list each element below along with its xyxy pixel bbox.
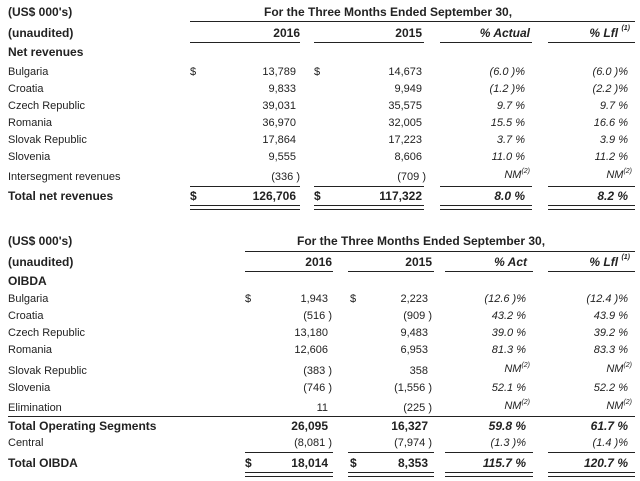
row-label: Slovak Republic xyxy=(8,134,87,146)
row-label: Central xyxy=(8,437,44,449)
currency-label: (US$ 000's) xyxy=(8,5,73,19)
col-header-lfl: % Lfl $^{(1)}$ xyxy=(589,254,630,269)
row-label: Romania xyxy=(8,117,53,129)
col-header-actual: % Actual xyxy=(479,26,530,40)
dollar-sign: $ xyxy=(350,293,357,305)
row-label: Bulgaria xyxy=(8,66,49,78)
row-label: Slovak Republic xyxy=(8,365,87,377)
currency-label: (US$ 000's) xyxy=(8,234,73,248)
row-label: Czech Republic xyxy=(8,100,86,112)
dollar-sign: $ xyxy=(245,456,252,470)
row-label: Slovenia xyxy=(8,151,51,163)
subtotal-label: Total Operating Segments xyxy=(8,419,157,433)
row-label: Czech Republic xyxy=(8,327,86,339)
total-label: Total OIBDA xyxy=(8,456,78,470)
period-header: For the Three Months Ended September 30, xyxy=(264,5,513,19)
dollar-sign: $ xyxy=(314,189,321,203)
unaudited-label: (unaudited) xyxy=(8,255,74,269)
col-header-2016: 2016 xyxy=(305,255,332,269)
dollar-sign: $ xyxy=(314,66,321,78)
row-label: Intersegment revenues xyxy=(8,171,121,183)
dollar-sign: $ xyxy=(190,189,197,203)
row-label: Slovenia xyxy=(8,382,51,394)
dollar-sign: $ xyxy=(190,66,197,78)
section-title: OIBDA xyxy=(8,274,47,288)
col-header-2015: 2015 xyxy=(395,26,422,40)
col-header-2015: 2015 xyxy=(405,255,432,269)
row-label: Elimination xyxy=(8,402,62,414)
total-label: Total net revenues xyxy=(8,189,114,203)
dollar-sign: $ xyxy=(350,456,357,470)
divider xyxy=(190,21,635,22)
period-header: For the Three Months Ended September 30, xyxy=(297,234,546,248)
col-header-lfl: % Lfl $^{(1)}$ xyxy=(589,25,630,40)
col-header-2016: 2016 xyxy=(273,26,300,40)
row-label: Bulgaria xyxy=(8,293,49,305)
section-title: Net revenues xyxy=(8,45,84,59)
dollar-sign: $ xyxy=(245,293,252,305)
col-header-act: % Act xyxy=(494,255,527,269)
row-label: Croatia xyxy=(8,83,44,95)
row-label: Romania xyxy=(8,344,53,356)
row-label: Croatia xyxy=(8,310,44,322)
unaudited-label: (unaudited) xyxy=(8,26,74,40)
